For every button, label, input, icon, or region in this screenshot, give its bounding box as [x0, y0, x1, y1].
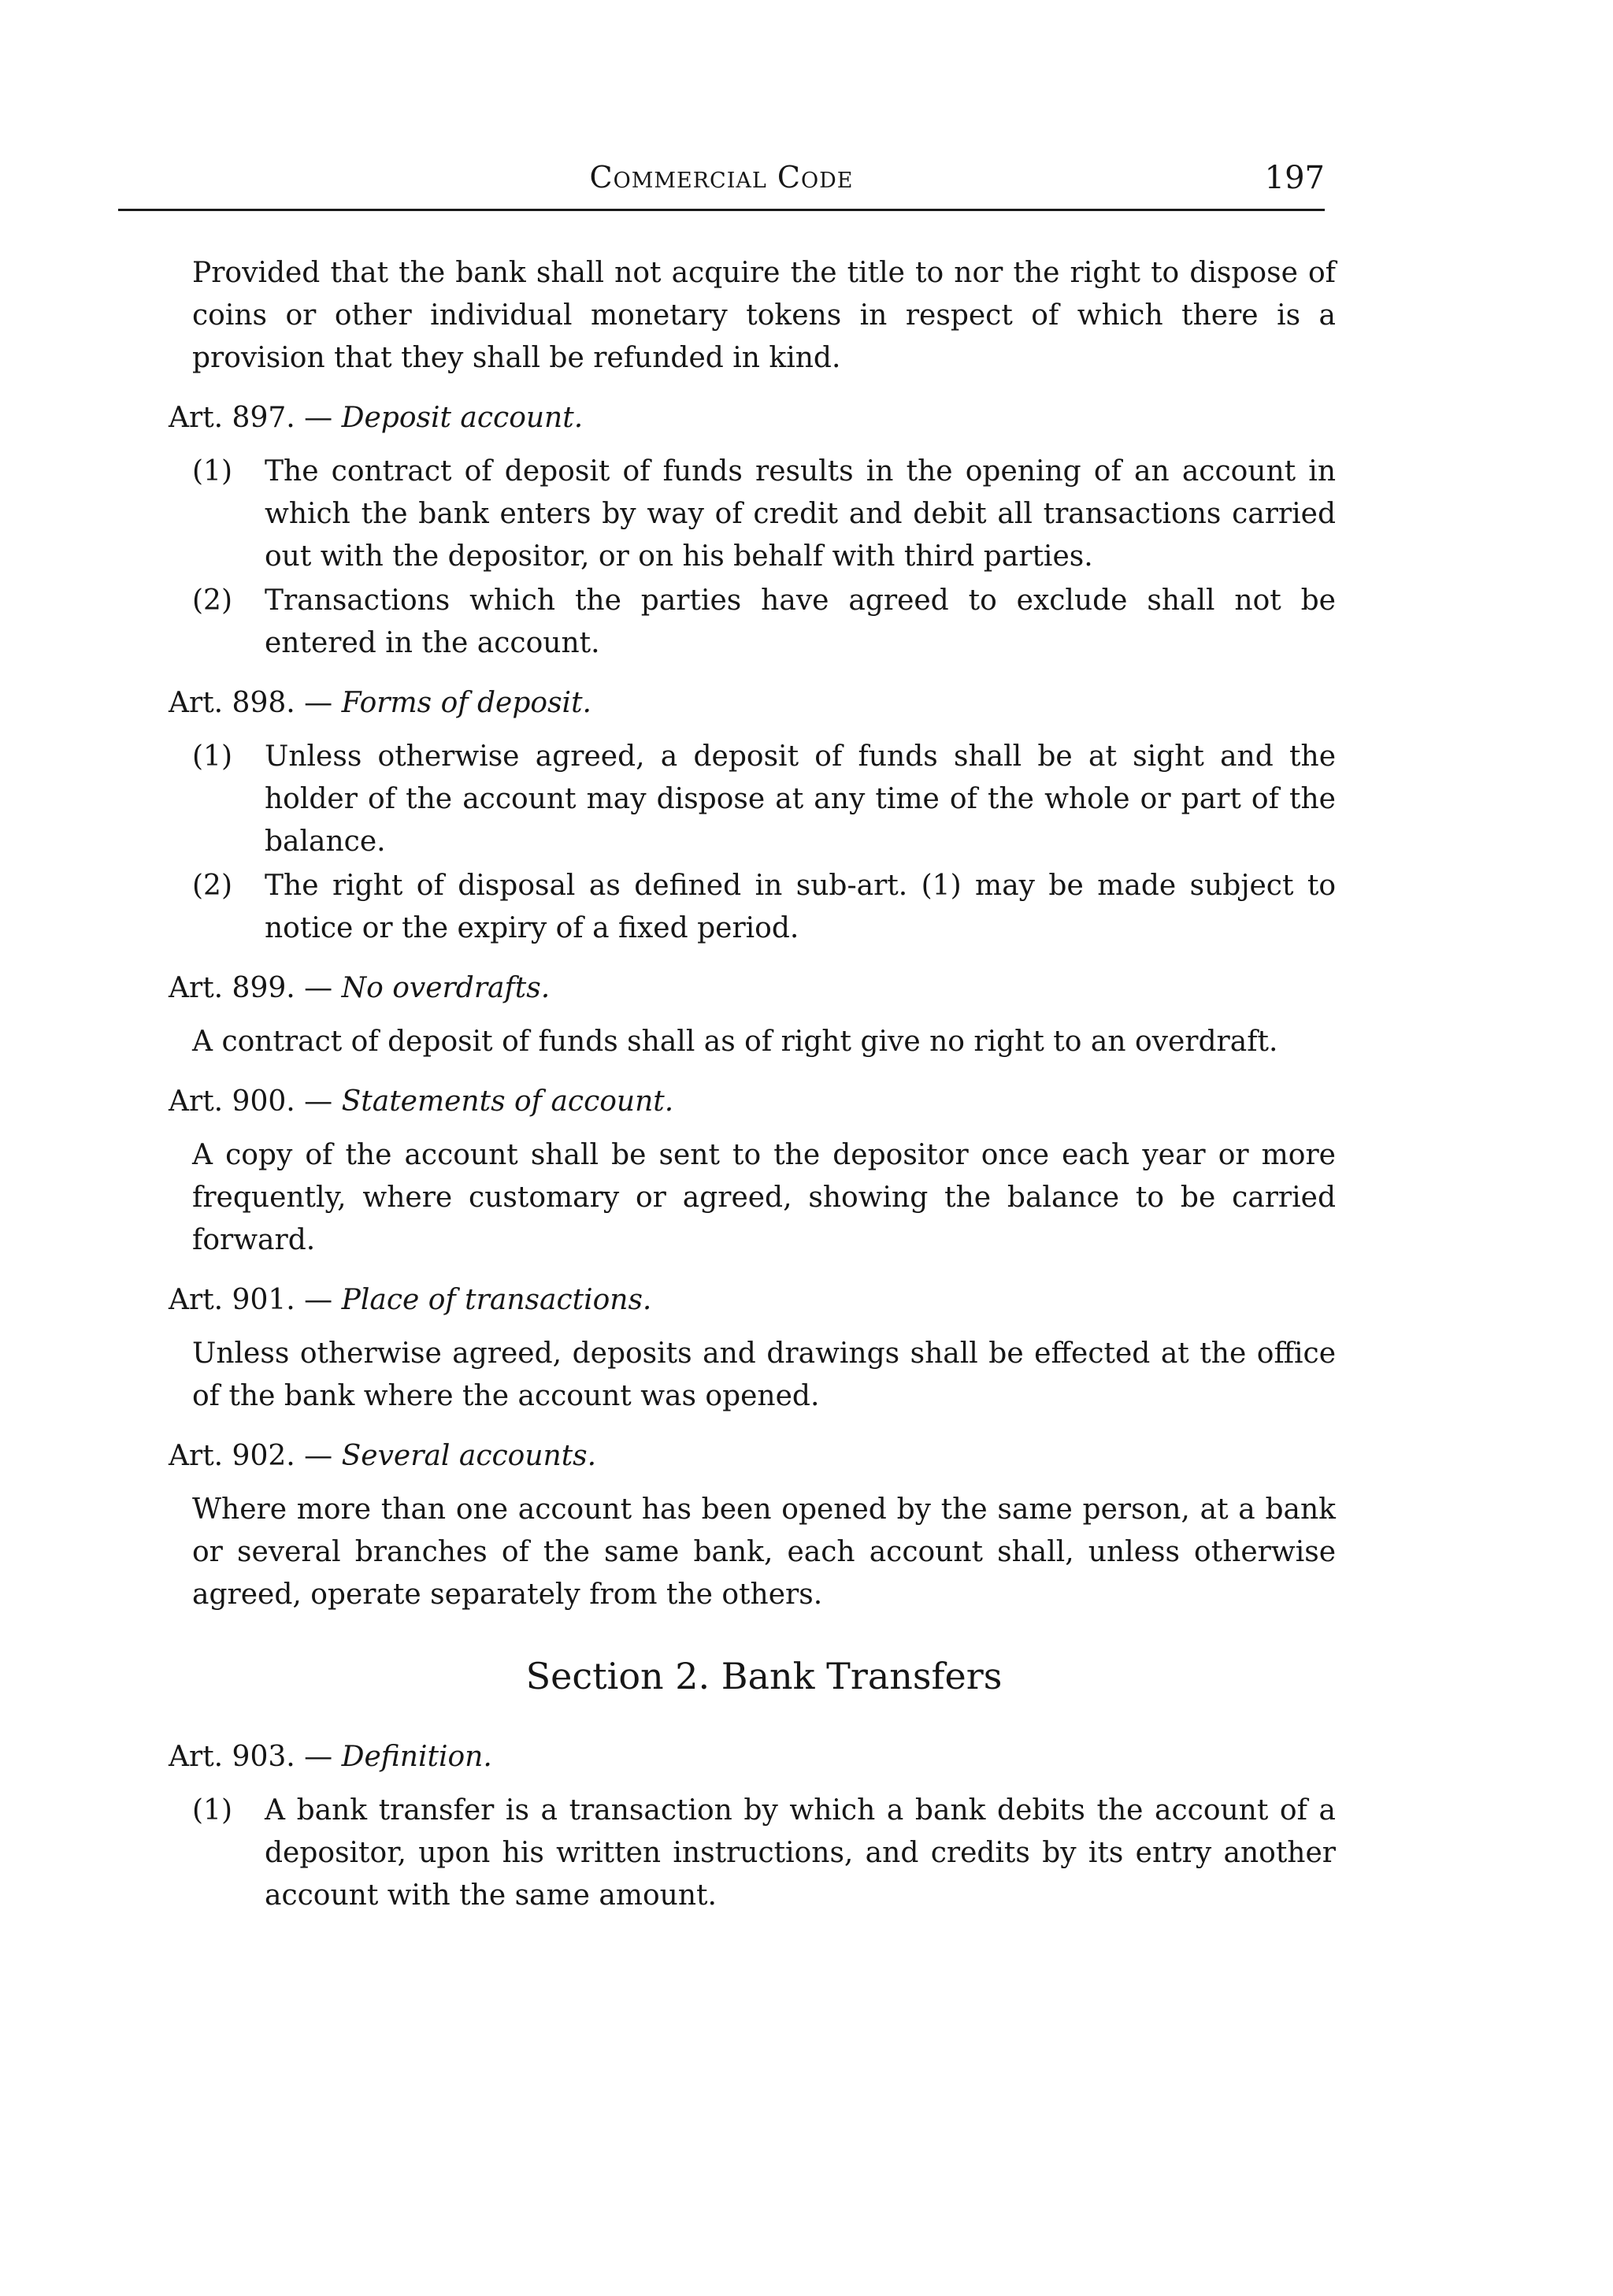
article-text: Where more than one account has been opened by the same person, at a bank or several branches of the same bank, each account shall, unless otherwise agreed, operate separately from the others. — [192, 1493, 1336, 1611]
article-title: Several accounts. — [341, 1440, 597, 1472]
article-897 — [169, 397, 1336, 665]
clause-list — [192, 451, 1336, 665]
article-heading — [169, 1279, 1312, 1322]
article-903 — [169, 1736, 1336, 1917]
article-902 — [169, 1435, 1336, 1616]
clause — [192, 865, 1336, 950]
section-title: Section 2. Bank Transfers — [525, 1655, 1003, 1697]
article-title: No overdrafts. — [341, 972, 551, 1004]
clause — [192, 1790, 1336, 1917]
article-title: Statements of account. — [341, 1085, 674, 1118]
clause-text: The right of disposal as defined in sub-art. (1) may be made subject to notice or the expiry of a fixed period. — [265, 870, 1336, 944]
clause-number: (1) — [192, 740, 232, 773]
article-title: Forms of deposit. — [341, 687, 591, 719]
article-title: Place of transactions. — [341, 1284, 652, 1316]
article-text: A copy of the account shall be sent to the depositor once each year or more frequently, where customary or agreed, showing the balance to be carried forward. — [192, 1139, 1336, 1256]
running-title: Commercial Code — [589, 160, 854, 195]
article-heading — [169, 1435, 1312, 1478]
clause-list — [192, 1790, 1336, 1917]
article-text: A contract of deposit of funds shall as of right give no right to an overdraft. — [192, 1026, 1278, 1058]
article-heading — [169, 682, 1312, 725]
clause-number: (2) — [192, 584, 232, 617]
intro-paragraph: Provided that the bank shall not acquire the title to nor the right to dispose of coins or other individual monetary tokens in respect of which there is a provision that they shall be refunded in kind. — [192, 257, 1336, 374]
page-header — [118, 160, 1325, 207]
clause-number: (1) — [192, 1794, 232, 1827]
page-body — [169, 252, 1336, 1934]
article-898 — [169, 682, 1336, 950]
article-label: Art. 898. — — [169, 687, 333, 719]
article-label: Art. 900. — — [169, 1085, 333, 1118]
clause-text: Unless otherwise agreed, a deposit of funds shall be at sight and the holder of the account may dispose at any time of the whole or part of the balance. — [265, 740, 1336, 858]
clause-text: The contract of deposit of funds results in the opening of an account in which the bank enters by way of credit and debit all transactions carried out with the depositor, or on his behalf with third parties. — [265, 455, 1336, 573]
article-heading — [169, 967, 1312, 1010]
article-900 — [169, 1081, 1336, 1262]
header-rule — [118, 209, 1325, 211]
article-label: Art. 897. — — [169, 402, 333, 434]
clause-number: (2) — [192, 870, 232, 902]
clause — [192, 451, 1336, 578]
clause — [192, 736, 1336, 863]
clause-number: (1) — [192, 455, 232, 488]
article-label: Art. 903. — — [169, 1741, 333, 1773]
article-899 — [169, 967, 1336, 1063]
article-label: Art. 902. — — [169, 1440, 333, 1472]
clause-text: Transactions which the parties have agreed to exclude shall not be entered in the account. — [265, 584, 1336, 659]
article-901 — [169, 1279, 1336, 1418]
article-label: Art. 899. — — [169, 972, 333, 1004]
article-heading — [169, 1081, 1312, 1123]
article-text: Unless otherwise agreed, deposits and drawings shall be effected at the office of the bank where the account was opened. — [192, 1337, 1336, 1412]
article-label: Art. 901. — — [169, 1284, 333, 1316]
clause-list — [192, 736, 1336, 950]
clause-text: A bank transfer is a transaction by which a bank debits the account of a depositor, upon his written instructions, and credits by its entry another account with the same amount. — [265, 1794, 1336, 1912]
article-heading — [169, 397, 1312, 440]
clause — [192, 580, 1336, 665]
article-title: Definition. — [341, 1741, 492, 1773]
page-number: 197 — [1264, 160, 1325, 196]
article-title: Deposit account. — [341, 402, 584, 434]
article-heading — [169, 1736, 1312, 1779]
